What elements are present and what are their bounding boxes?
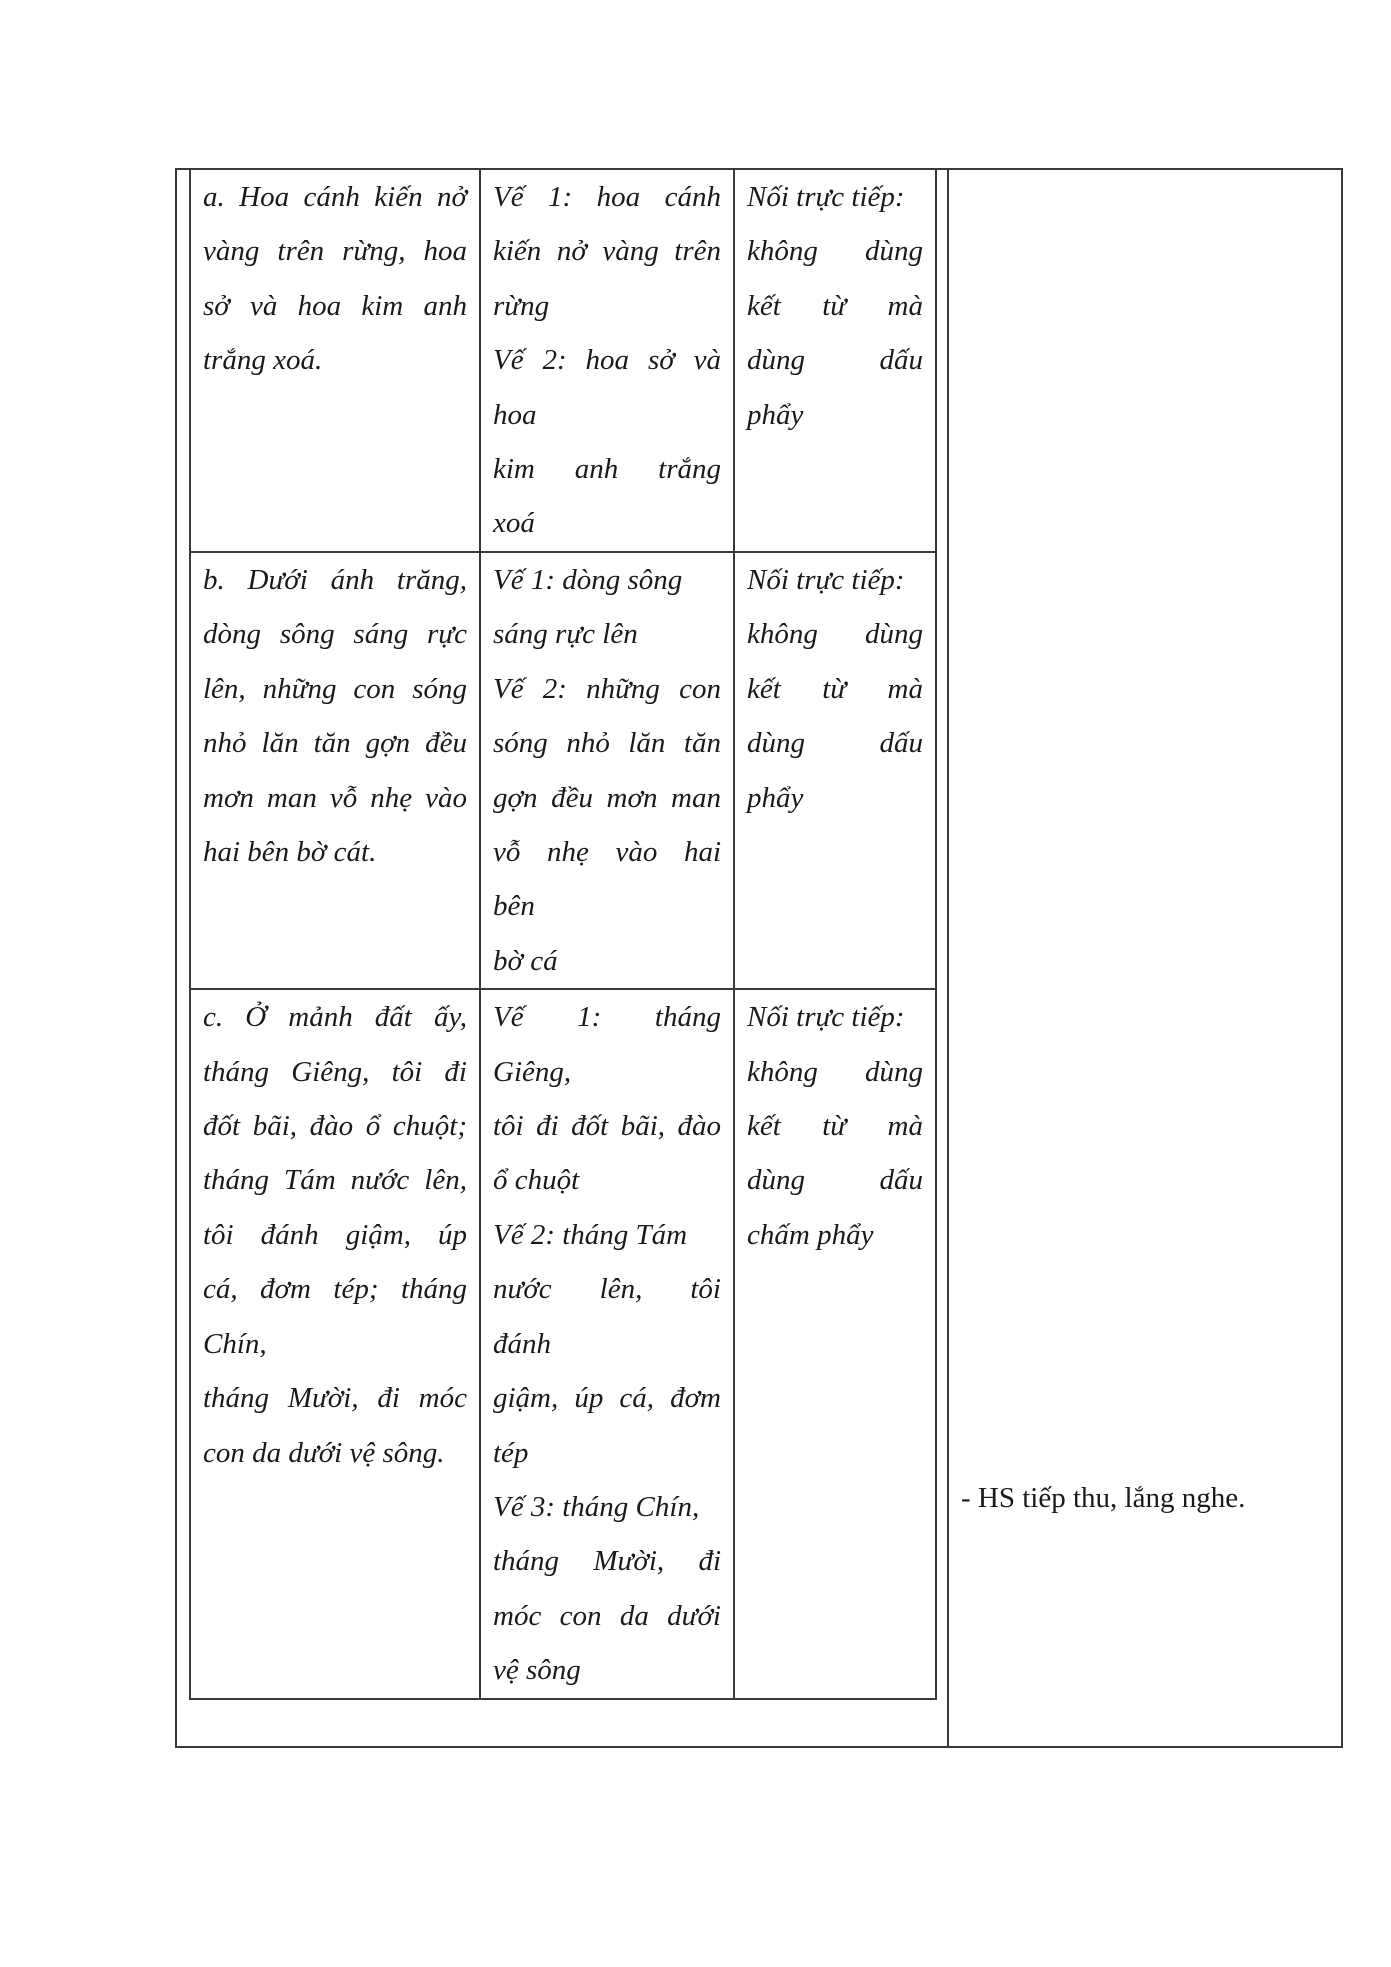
cell-line: a. Hoa cánh kiến nở <box>203 181 467 213</box>
cell-line: rừng <box>493 289 550 322</box>
cell-line: không dùng <box>747 235 923 268</box>
method-cell <box>734 989 936 1698</box>
cell-line: Vế 1: tháng <box>493 1001 721 1034</box>
cell-line: kết từ mà <box>747 1110 923 1143</box>
cell-line: kiến nở vàng trên <box>493 235 721 268</box>
cell-line: tháng Giêng, tôi đi <box>203 1055 467 1088</box>
cell-line: Nối trực tiếp: <box>747 181 905 213</box>
sentence-cell <box>190 552 480 989</box>
cell-line: Nối trực tiếp: <box>747 564 905 596</box>
cell-line: vỗ nhẹ vào hai <box>493 836 721 869</box>
table-row <box>190 989 936 1698</box>
cell-line: tháng Mười, đi <box>493 1545 721 1578</box>
cell-line: bên <box>493 890 535 923</box>
method-cell <box>734 170 936 552</box>
table-row <box>190 552 936 989</box>
cell-line: trắng xoá. <box>203 344 323 377</box>
method-cell <box>734 552 936 989</box>
cell-line: tháng Tám nước lên, <box>203 1164 467 1197</box>
clauses-cell <box>480 170 734 552</box>
cell-line: Vế 2: tháng Tám <box>493 1218 688 1251</box>
cell-line: phẩy <box>747 398 804 431</box>
sentence-cell <box>190 989 480 1698</box>
cell-line: mơn man vỗ nhẹ vào <box>203 781 467 814</box>
cell-line: phẩy <box>747 781 804 814</box>
teacher-note: - HS tiếp thu, lắng nghe. <box>961 1482 1246 1514</box>
cell-line: Vế 3: tháng Chín, <box>493 1490 700 1523</box>
cell-line: ổ chuột <box>493 1164 580 1197</box>
cell-line: Giêng, <box>493 1055 572 1088</box>
cell-line: giậm, úp cá, đơm <box>493 1382 721 1415</box>
cell-line: tháng Mười, đi móc <box>203 1382 467 1415</box>
cell-line: kết từ mà <box>747 672 923 705</box>
cell-line: sáng rực lên <box>493 618 638 651</box>
cell-line: c. Ở mảnh đất ấy, <box>203 1001 467 1034</box>
table-row <box>190 170 936 552</box>
cell-line: móc con da dưới <box>493 1599 721 1632</box>
cell-line: Vế 1: hoa cánh <box>493 181 721 213</box>
cell-line: tép <box>493 1436 529 1469</box>
cell-line: bờ cá <box>493 944 558 977</box>
outer-table <box>175 168 1343 1748</box>
cell-line: Vế 2: hoa sở và <box>493 344 721 377</box>
cell-line: không dùng <box>747 618 923 651</box>
cell-line: chấm phẩy <box>747 1218 874 1251</box>
cell-line: hoa <box>493 398 537 431</box>
cell-line: hai bên bờ cát. <box>203 836 377 869</box>
cell-line: kim anh trắng <box>493 453 721 486</box>
cell-line: sóng nhỏ lăn tăn <box>493 727 721 760</box>
cell-line: dùng dấu <box>747 1164 923 1197</box>
cell-line: dùng dấu <box>747 344 923 377</box>
cell-line: nước lên, tôi <box>493 1273 721 1306</box>
analysis-table <box>189 170 937 1700</box>
cell-line: Vế 1: dòng sông <box>493 564 683 596</box>
cell-line: Vế 2: những con <box>493 672 721 705</box>
cell-line: b. Dưới ánh trăng, <box>203 564 467 596</box>
cell-line: gợn đều mơn man <box>493 781 721 814</box>
cell-line: tôi đánh giậm, úp <box>203 1218 467 1251</box>
cell-line: không dùng <box>747 1055 923 1088</box>
cell-line: Nối trực tiếp: <box>747 1001 905 1034</box>
cell-line: đánh <box>493 1327 551 1360</box>
sentence-cell <box>190 170 480 552</box>
cell-line: vệ sông <box>493 1654 581 1687</box>
clauses-cell <box>480 989 734 1698</box>
cell-line: đốt bãi, đào ổ chuột; <box>203 1110 467 1143</box>
cell-line: dùng dấu <box>747 727 923 760</box>
cell-line: sở và hoa kim anh <box>203 289 467 322</box>
cell-line: dòng sông sáng rực <box>203 618 467 651</box>
cell-line: nhỏ lăn tăn gợn đều <box>203 727 467 760</box>
cell-line: vàng trên rừng, hoa <box>203 235 467 268</box>
clauses-cell <box>480 552 734 989</box>
cell-line: tôi đi đốt bãi, đào <box>493 1110 721 1143</box>
cell-line: xoá <box>493 507 535 540</box>
cell-line: cá, đơm tép; tháng <box>203 1273 467 1306</box>
cell-line: lên, những con sóng <box>203 672 467 705</box>
cell-line: Chín, <box>203 1327 267 1360</box>
cell-line: kết từ mà <box>747 289 923 322</box>
cell-line: con da dưới vệ sông. <box>203 1436 445 1469</box>
column-divider <box>947 170 949 1746</box>
